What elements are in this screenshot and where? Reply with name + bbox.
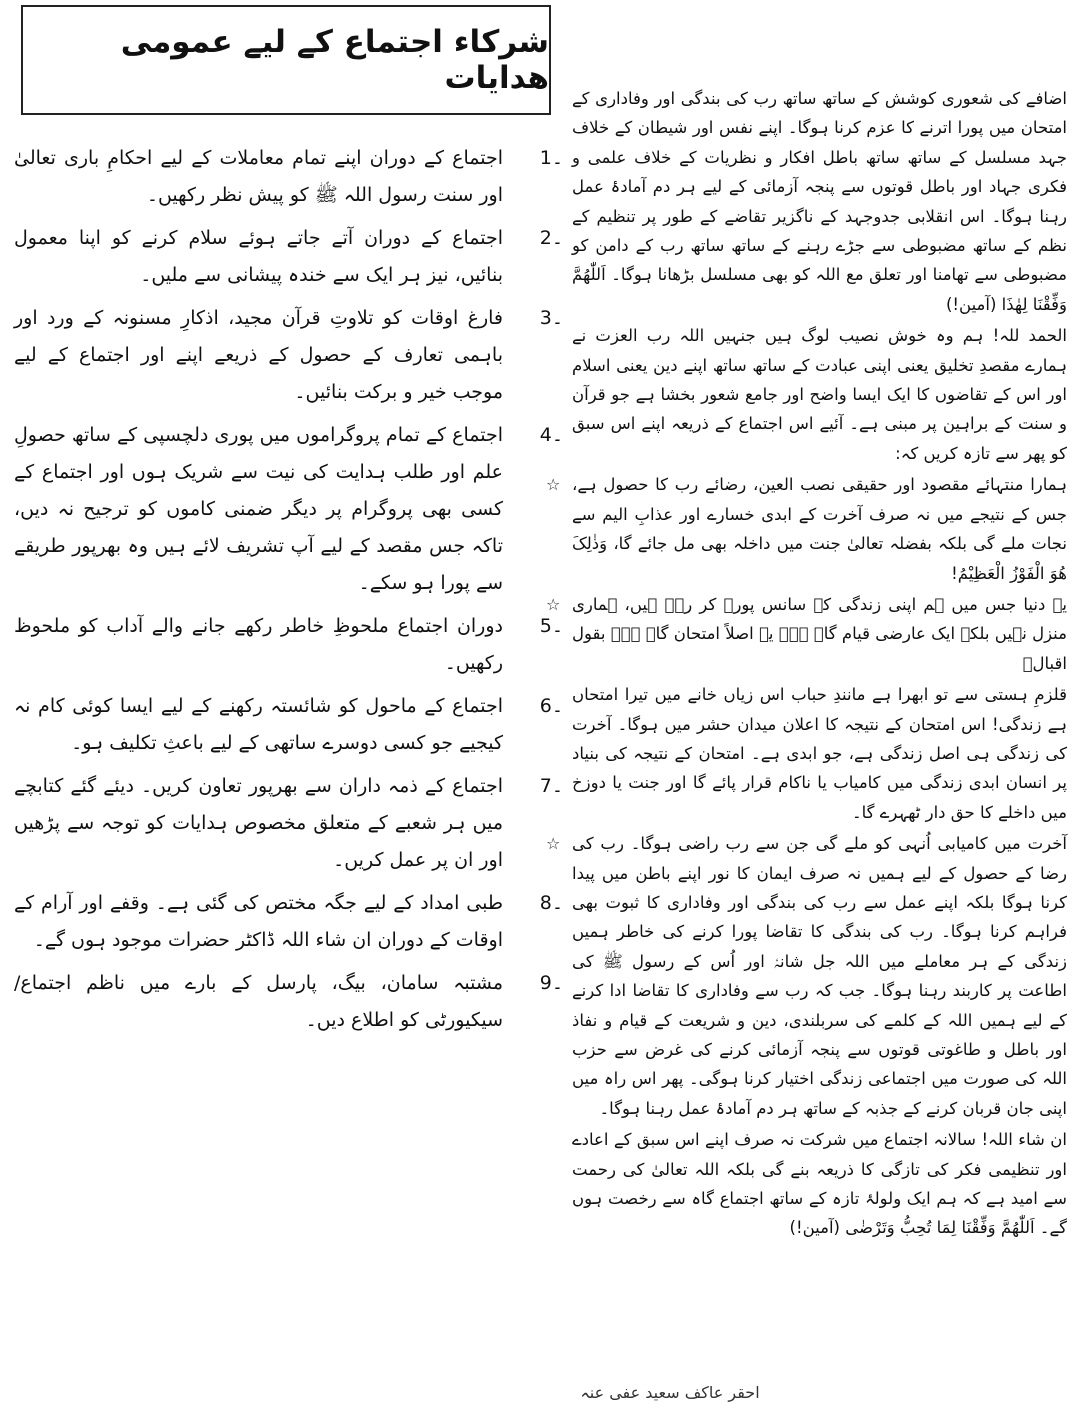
instruction-text: اجتماع کے تمام پروگراموں میں پوری دلچسپی کے ساتھ حصولِ علم اور طلب ہدایت کی نیت سے شریک ہوں اور اجتماع کے کسی بھی پروگرام پر دیگر ضمنی کاموں کو ترجیح نہ دیں، تاکہ جس مقصد کے لیے آپ تشریف لائے ہیں وہ بھرپور طریقے سے پورا ہو سکے۔ [14, 424, 503, 594]
instruction-text: دوران اجتماع ملحوظِ خاطر رکھے جانے والے آداب کو ملحوظ رکھیں۔ [14, 615, 503, 674]
instruction-item [14, 608, 563, 682]
body-paragraph: ان شاء اللہ! سالانہ اجتماع میں شرکت نہ صرف اپنے اس سبق کے اعادے اور تنظیمی فکر کی تازگی کا ذریعہ بنے گی بلکہ اللہ تعالیٰ کی رحمت سے امید ہے کہ ہم ایک ولولۂ تازہ کے ساتھ اجتماع گاہ سے رخصت ہوں گے۔ اَللّٰھُمَّ وَفِّقْنَا لِمَا تُحِبُّ وَتَرْضٰی (آمین!) [572, 1130, 1067, 1238]
instruction-number: 3۔ [539, 307, 563, 329]
instruction-item [14, 688, 563, 762]
instruction-text: اجتماع کے ماحول کو شائستہ رکھنے کے لیے ایسا کوئی کام نہ کیجیے جو کسی دوسرے ساتھی کے لیے باعثِ تکلیف ہو۔ [14, 695, 503, 754]
instruction-text: مشتبہ سامان، بیگ، پارسل کے بارے میں ناظم اجتماع/سیکیورٹی کو اطلاع دیں۔ [14, 972, 503, 1031]
instruction-text: اجتماع کے دوران اپنے تمام معاملات کے لیے احکامِ باری تعالیٰ اور سنت رسول اللہ ﷺ کو پیش نظر رکھیں۔ [14, 147, 503, 206]
instruction-number: 9۔ [539, 972, 563, 994]
body-column [546, 84, 1067, 1245]
instruction-number: 6۔ [539, 695, 563, 717]
bullet-paragraph [546, 590, 1067, 678]
star-icon: ☆ [546, 594, 561, 614]
page-title: شرکاء اجتماع کے لیے عمومی ھدایات [120, 24, 549, 96]
instruction-number: 1۔ [539, 147, 563, 169]
instruction-item [14, 885, 563, 959]
instruction-number: 4۔ [539, 424, 563, 446]
instruction-text: اجتماع کے دوران آتے جاتے ہوئے سلام کرنے کو اپنا معمول بنائیں، نیز ہر ایک سے خندہ پیشانی سے ملیں۔ [14, 227, 503, 286]
bullet-paragraph [546, 470, 1067, 588]
instruction-item [14, 300, 563, 411]
body-paragraph: قلزمِ ہستی سے تو ابھرا ہے مانندِ حباب اس زیاں خانے میں تیرا امتحاں ہے زندگی! اس امتحان کے نتیجہ کا اعلان میدان حشر میں ہوگا۔ آخرت کی زندگی ہی اصل زندگی ہے، جو ابدی ہے۔ امتحان کے نتیجہ کی بنیاد پر انسان ابدی زندگی میں کامیاب یا ناکام قرار پائے گا اور جنت یا دوزخ میں داخلے کا حق دار ٹھہرے گا۔ [572, 685, 1067, 822]
star-icon: ☆ [546, 475, 561, 495]
instruction-text: طبی امداد کے لیے جگہ مختص کی گئی ہے۔ وقفے اور آرام کے اوقات کے دوران ان شاء اللہ ڈاکٹر حضرات موجود ہوں گے۔ [14, 892, 503, 951]
instruction-number: 5۔ [539, 615, 563, 637]
body-paragraph: اضافے کی شعوری کوشش کے ساتھ ساتھ رب کی بندگی اور وفاداری کے امتحان میں پورا اترنے کا عزم کرنا ہوگا۔ اپنے نفس اور شیطان کے خلاف جہد مسلسل کے ساتھ ساتھ باطل افکار و نظریات کے خلاف علمی و فکری جہاد اور باطل قوتوں سے پنجہ آزمائی کے لیے ہر دم آمادۂ عمل رہنا ہوگا۔ اس انقلابی جدوجہد کے ناگزیر تقاضے کے طور پر تنظیم کے نظم کے ساتھ مضبوطی سے جڑے رہنے کے ساتھ ساتھ رب کے دامن کو مضبوطی سے تھامنا اور تعلق مع اللہ کو بھی مسلسل بڑھانا ہوگا۔ اَللّٰھُمَّ وَفِّقْنَا لِھٰذَا (آمین!) [572, 89, 1067, 314]
bullet-text: ہمارا منتہائے مقصود اور حقیقی نصب العین، رضائے رب کا حصول ہے، جس کے نتیجے میں نہ صرف آخرت کے ابدی خسارے اور عذابِ الیم سے نجات ملے گی بلکہ بفضلہ تعالیٰ جنت میں داخلہ بھی مل جائے گا، وَذٰلِکَ ھُوَ الْفَوْزُ الْعَظِیْمُ! [572, 475, 1067, 583]
instruction-number: 7۔ [539, 775, 563, 797]
bullet-text: آخرت میں کامیابی اُنہی کو ملے گی جن سے رب راضی ہوگا۔ رب کی رضا کے حصول کے لیے ہمیں نہ صرف ایمان کا نور اپنے باطن میں پیدا کرنا ہوگا بلکہ اپنے عمل سے رب کی بندگی اور وفاداری کا ثبوت بھی فراہم کرنا ہوگا۔ رب کی بندگی کا تقاضا پورا کرنے کی خاطر ہمیں زندگی کے ہر معاملے میں اللہ جل شانہٗ اور اُس کے رسول ﷺ کی اطاعت پر کاربند رہنا ہوگا۔ جب کہ رب سے وفاداری کا تقاضا ادا کرنے کے لیے ہمیں اللہ کے کلمے کی سربلندی، دین و شریعت کے قیام و نفاذ اور باطل و طاغوتی قوتوں سے پنجہ آزمائی کرنے کی غرض سے حزب اللہ کی صورت میں اجتماعی زندگی اختیار کرنا ہوگی۔ پھر اس راہ میں اپنی جان قربان کرنے کے جذبہ کے ساتھ ہر دم آمادۂ عمل رہنا ہوگا۔ [572, 834, 1067, 1118]
signature: احقر عاکف سعید عفی عنہ [580, 1383, 760, 1402]
instruction-item [14, 965, 563, 1039]
bullet-text: یہ دنیا جس میں ہم اپنی زندگی کے سانس پورے کر رہے ہیں، ہماری منزل نہیں بلکہ ایک عارضی قیام گاہ ہے۔ یہ اصلاً امتحان گاہ ہے۔ بقول اقبالؔ [572, 594, 1067, 673]
instruction-number: 2۔ [539, 227, 563, 249]
instruction-item [14, 220, 563, 294]
body-paragraph: الحمد للہ! ہم وہ خوش نصیب لوگ ہیں جنہیں اللہ رب العزت نے ہمارے مقصدِ تخلیق یعنی اپنی عبادت کے ساتھ ساتھ اپنے دین یعنی اسلام اور اس کے تقاضوں کا ایک ایسا واضح اور جامع شعور بخشا ہے جو قرآن و سنت کے براہین پر مبنی ہے۔ آئیے اس اجتماع کے ذریعہ اپنے اس سبق کو پھر سے تازہ کریں کہ: [572, 326, 1067, 463]
instruction-number: 8۔ [539, 892, 563, 914]
bullet-paragraph [546, 829, 1067, 1123]
instruction-item [14, 140, 563, 214]
instructions-list [14, 140, 563, 1045]
instruction-item [14, 768, 563, 879]
instruction-item [14, 417, 563, 602]
instruction-text: اجتماع کے ذمہ داران سے بھرپور تعاون کریں۔ دیئے گئے کتابچے میں ہر شعبے کے متعلق مخصوص ہدایات کو توجہ سے پڑھیں اور ان پر عمل کریں۔ [14, 775, 503, 871]
title-box [21, 5, 551, 115]
star-icon: ☆ [546, 834, 561, 854]
instruction-text: فارغ اوقات کو تلاوتِ قرآن مجید، اذکارِ مسنونہ کے ورد اور باہمی تعارف کے حصول کے ذریعے اپنے اور اجتماع کے لیے موجب خیر و برکت بنائیں۔ [14, 307, 503, 403]
